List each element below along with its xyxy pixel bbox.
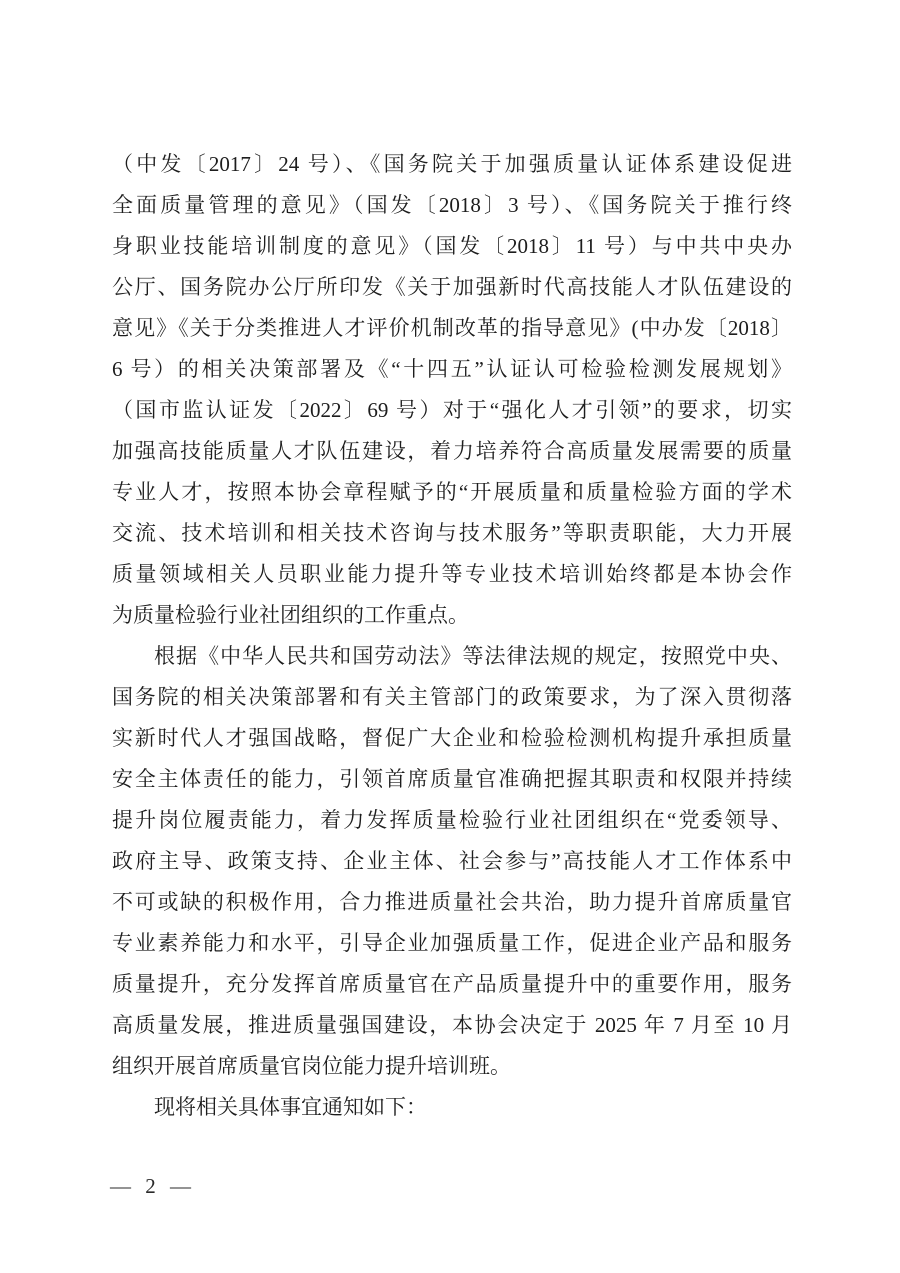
text-line: 组织开展首席质量官岗位能力提升培训班。 xyxy=(112,1054,511,1078)
text-line: 提升岗位履责能力，着力发挥质量检验行业社团组织在“党委领导、 xyxy=(112,808,792,832)
text-line: 全面质量管理的意见》（国发〔2018〕3 号）、《国务院关于推行终 xyxy=(112,193,792,217)
page-number: — 2 — xyxy=(110,1174,191,1198)
text-line: （中发〔2017〕24 号）、《国务院关于加强质量认证体系建设促进 xyxy=(112,152,792,176)
text-line: 专业人才，按照本协会章程赋予的“开展质量和质量检验方面的学术 xyxy=(112,480,792,504)
text-line: 专业素养能力和水平，引导企业加强质量工作，促进企业产品和服务 xyxy=(112,931,792,955)
text-line: 现将相关具体事宜通知如下： xyxy=(154,1095,427,1119)
text-line: 公厅、国务院办公厅所印发《关于加强新时代高技能人才队伍建设的 xyxy=(112,275,792,299)
text-line: 高质量发展，推进质量强国建设，本协会决定于 2025 年 7 月至 10 月 xyxy=(112,1013,792,1037)
text-line: 根据《中华人民共和国劳动法》等法律法规的规定，按照党中央、 xyxy=(154,644,792,668)
document-body xyxy=(112,144,792,1128)
text-line: 质量领域相关人员职业能力提升等专业技术培训始终都是本协会作 xyxy=(112,562,792,586)
text-line: 交流、技术培训和相关技术咨询与技术服务”等职责职能，大力开展 xyxy=(112,521,792,545)
paragraph-3 xyxy=(112,1087,792,1128)
paragraph-2 xyxy=(112,636,792,1087)
text-line: （国市监认证发〔2022〕69 号）对于“强化人才引领”的要求，切实 xyxy=(112,398,792,422)
text-line: 国务院的相关决策部署和有关主管部门的政策要求，为了深入贯彻落 xyxy=(112,685,792,709)
text-line: 身职业技能培训制度的意见》（国发〔2018〕11 号）与中共中央办 xyxy=(112,234,792,258)
text-line: 6 号）的相关决策部署及《“十四五”认证认可检验检测发展规划》 xyxy=(112,357,792,381)
text-line: 意见》《关于分类推进人才评价机制改革的指导意见》(中办发〔2018〕 xyxy=(112,316,792,340)
text-line: 不可或缺的积极作用，合力推进质量社会共治，助力提升首席质量官 xyxy=(112,890,792,914)
text-line: 安全主体责任的能力，引领首席质量官准确把握其职责和权限并持续 xyxy=(112,767,792,791)
text-line: 政府主导、政策支持、企业主体、社会参与”高技能人才工作体系中 xyxy=(112,849,792,873)
text-line: 加强高技能质量人才队伍建设，着力培养符合高质量发展需要的质量 xyxy=(112,439,792,463)
text-line: 为质量检验行业社团组织的工作重点。 xyxy=(112,603,469,627)
text-line: 质量提升，充分发挥首席质量官在产品质量提升中的重要作用，服务 xyxy=(112,972,792,996)
paragraph-1 xyxy=(112,144,792,636)
text-line: 实新时代人才强国战略，督促广大企业和检验检测机构提升承担质量 xyxy=(112,726,792,750)
